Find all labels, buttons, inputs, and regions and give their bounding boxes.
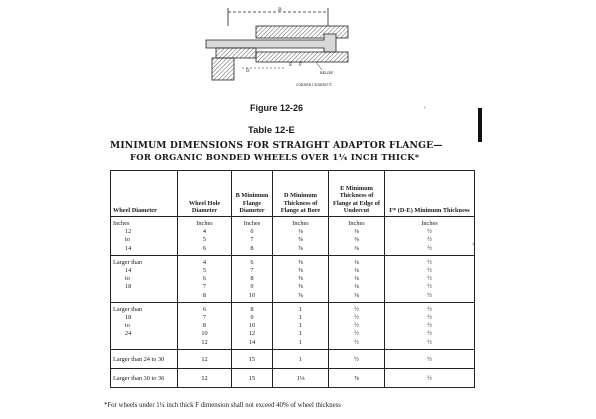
table-cell: Larger than: [111, 302, 178, 314]
table-row: [111, 217, 475, 229]
table-cell: 12: [178, 339, 232, 350]
table-row-group: [111, 255, 475, 302]
table-cell: 12: [178, 368, 232, 387]
table-row: [111, 283, 475, 291]
dimension-b-label: B: [278, 7, 282, 13]
header-e-min-thickness-at-edge: E Minimum Thickness of Flange at Edge of Undercut: [329, 171, 385, 217]
table-cell: Inches: [178, 217, 232, 229]
table-row: [111, 368, 475, 387]
table-cell: ⅝: [273, 267, 329, 275]
table-cell: 7: [232, 267, 273, 275]
table-cell: 6: [178, 245, 232, 256]
table-cell: 1: [273, 322, 329, 330]
header-f-min-thickness: F* (D-E) Minimum Thickness: [385, 171, 475, 217]
table-row: [111, 292, 475, 303]
table-cell: ½: [385, 236, 475, 244]
table-cell: 7: [178, 314, 232, 322]
table-cell: ½: [329, 349, 385, 368]
table-cell: ⅜: [329, 292, 385, 303]
table-label: Table 12-E: [248, 125, 295, 136]
table-cell: ½: [385, 322, 475, 330]
table-cell: 8: [178, 322, 232, 330]
table-cell: 10: [232, 292, 273, 303]
table-cell: ½: [385, 330, 475, 338]
table-row-group: [111, 368, 475, 387]
header-wheel-hole-diameter: Wheel Hole Diameter: [178, 171, 232, 217]
table-row-group: [111, 349, 475, 368]
table-row: [111, 314, 475, 322]
table-row: [111, 275, 475, 283]
table-cell: 12: [111, 228, 178, 236]
table-cell: 12: [232, 330, 273, 338]
table-cell: ⅜: [329, 283, 385, 291]
table-cell: Inches: [385, 217, 475, 229]
table-cell: [111, 339, 178, 350]
table-cell: ⅝: [273, 236, 329, 244]
table-cell: 1: [273, 330, 329, 338]
table-cell: 15: [232, 368, 273, 387]
table-cell: ½: [329, 314, 385, 322]
table-cell: ½: [329, 322, 385, 330]
table-cell: ½: [385, 368, 475, 387]
table-row: [111, 255, 475, 267]
table-cell: ⅝: [273, 292, 329, 303]
table-cell: ⅝: [273, 245, 329, 256]
table-row: [111, 236, 475, 244]
table-cell: ½: [385, 339, 475, 350]
table-row: [111, 322, 475, 330]
table-cell: ½: [329, 302, 385, 314]
undercut-label: CORNER UNDERCUT: [296, 83, 332, 87]
header-d-min-thickness-at-bore: D Minimum Thickness of Flange at Bore: [273, 171, 329, 217]
table-footnote: *For wheels under 1¼ inch thick F dimension shall not exceed 40% of wheel thickness: [104, 402, 341, 409]
table-cell: 8: [178, 292, 232, 303]
table-cell: 1: [273, 314, 329, 322]
table-cell: Inches: [273, 217, 329, 229]
table-cell: 5: [178, 236, 232, 244]
table-cell: 6: [232, 255, 273, 267]
table-row-group: [111, 217, 475, 256]
table-cell: 24: [111, 330, 178, 338]
page-mark: ': [424, 106, 426, 114]
table-cell: Larger than 30 to 36: [111, 368, 178, 387]
margin-tick: ‹: [472, 240, 475, 248]
table-row: [111, 330, 475, 338]
table-header-row: [111, 171, 475, 217]
table-row: [111, 267, 475, 275]
table-cell: 7: [178, 283, 232, 291]
flange-dimensions-table: [110, 170, 475, 388]
figure-caption: Figure 12-26: [250, 103, 304, 113]
table-row: [111, 339, 475, 350]
table-title-line2: FOR ORGANIC BONDED WHEELS OVER 1¼ INCH THICK*: [130, 152, 420, 162]
table-cell: 14: [111, 267, 178, 275]
table-cell: Larger than 24 to 30: [111, 349, 178, 368]
table-cell: to: [111, 236, 178, 244]
table-row-group: [111, 302, 475, 349]
table-cell: 15: [232, 349, 273, 368]
table-cell: [111, 292, 178, 303]
table-row: [111, 302, 475, 314]
table-cell: ⅝: [273, 275, 329, 283]
table-cell: ½: [329, 339, 385, 350]
table-row: [111, 228, 475, 236]
table-cell: ½: [385, 314, 475, 322]
table-cell: 12: [178, 349, 232, 368]
relief-label: RELIEF: [320, 71, 334, 75]
table-cell: 1: [273, 302, 329, 314]
table-cell: Larger than: [111, 255, 178, 267]
header-b-min-flange-diameter: B Minimum Flange Diameter: [232, 171, 273, 217]
table-cell: ⅝: [273, 255, 329, 267]
table-cell: ½: [385, 245, 475, 256]
table-cell: ½: [385, 302, 475, 314]
table-cell: to: [111, 322, 178, 330]
table-cell: 9: [232, 314, 273, 322]
table-cell: Inches: [232, 217, 273, 229]
table-cell: Inches: [329, 217, 385, 229]
flange-cross-section-diagram: [196, 4, 366, 96]
dimension-d-label: D: [246, 69, 250, 74]
table-cell: 9: [232, 283, 273, 291]
table-row: [111, 349, 475, 368]
table-cell: 1: [273, 349, 329, 368]
table-cell: to: [111, 275, 178, 283]
table-cell: ⅜: [329, 228, 385, 236]
table-cell: 8: [232, 302, 273, 314]
table-cell: 4: [178, 228, 232, 236]
table-cell: 5: [178, 267, 232, 275]
table-cell: 7: [232, 236, 273, 244]
table-cell: ⅜: [329, 275, 385, 283]
table-cell: 1⅛: [273, 368, 329, 387]
table-cell: ½: [385, 349, 475, 368]
dimension-f-label: F: [299, 63, 303, 68]
table-cell: Inches: [111, 217, 178, 229]
header-wheel-diameter: Wheel Diameter: [111, 171, 178, 217]
table-cell: 8: [232, 275, 273, 283]
table-cell: 1: [273, 339, 329, 350]
margin-bar: [478, 108, 482, 142]
table-cell: ⅜: [273, 228, 329, 236]
table-cell: 6: [232, 228, 273, 236]
table-cell: ⅜: [329, 267, 385, 275]
table-cell: ⅜: [329, 236, 385, 244]
table-cell: 14: [232, 339, 273, 350]
table-cell: 10: [178, 330, 232, 338]
table-row: [111, 245, 475, 256]
table-cell: ½: [385, 292, 475, 303]
table-cell: 18: [111, 283, 178, 291]
table-title-line1: MINIMUM DIMENSIONS FOR STRAIGHT ADAPTOR FLANGE—: [110, 140, 443, 151]
table-cell: 6: [178, 302, 232, 314]
table-cell: 18: [111, 314, 178, 322]
table-cell: ½: [385, 283, 475, 291]
table-cell: 6: [178, 275, 232, 283]
table-cell: 4: [178, 255, 232, 267]
table-cell: 10: [232, 322, 273, 330]
table-cell: ½: [385, 267, 475, 275]
table-cell: ⅝: [329, 368, 385, 387]
table-cell: 14: [111, 245, 178, 256]
table-cell: 8: [232, 245, 273, 256]
table-cell: ½: [385, 255, 475, 267]
table-cell: ½: [385, 228, 475, 236]
table-cell: ½: [385, 275, 475, 283]
table-cell: ⅜: [329, 255, 385, 267]
table-cell: ½: [329, 330, 385, 338]
dimension-e-label: E: [289, 63, 293, 68]
table-cell: ⅜: [329, 245, 385, 256]
table-cell: ⅝: [273, 283, 329, 291]
